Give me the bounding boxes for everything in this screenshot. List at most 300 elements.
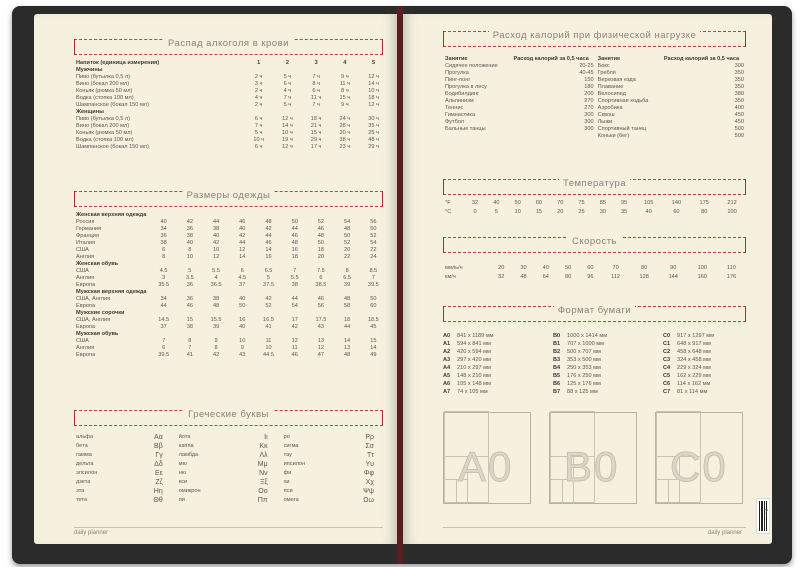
activity-name: Футбол: [445, 119, 465, 125]
paper-format-size: 250 x 353 мм: [567, 365, 601, 371]
value-cell: 12 ч: [368, 102, 379, 108]
paper-format-code: A7: [443, 389, 451, 395]
value-cell: 5: [494, 209, 498, 215]
value-cell: 11: [265, 338, 272, 344]
value-cell: 9: [240, 345, 244, 351]
greek-letter: Λλ: [259, 452, 268, 459]
group-label: Женщины: [76, 109, 104, 115]
page-number: 7: [764, 510, 768, 516]
temperature-title: Температура: [559, 178, 630, 189]
value-cell: 15.5: [210, 317, 222, 323]
value-cell: 56: [317, 303, 325, 309]
value-cell: 40: [493, 200, 500, 206]
paper-format-size: 841 x 1189 мм: [457, 333, 494, 339]
value-cell: 48: [212, 303, 220, 309]
value-cell: 140: [671, 200, 682, 206]
value-cell: 15 ч: [310, 130, 322, 136]
value-cell: 50: [514, 200, 521, 206]
value-cell: 20: [557, 209, 564, 215]
greek-name: эта: [76, 488, 85, 494]
value-cell: 41: [186, 352, 193, 358]
row-label: Пиво (бутылка 0,5 л): [76, 116, 130, 122]
calorie-value: 350: [734, 98, 744, 104]
table-row: [74, 81, 388, 88]
value-cell: 15: [370, 338, 377, 344]
value-cell: 32: [498, 274, 505, 280]
paper-format-item: [553, 364, 653, 372]
paper-diagrams: [443, 412, 746, 504]
value-cell: 7 ч: [254, 123, 263, 129]
value-cell: 12 ч: [368, 74, 379, 80]
value-cell: 8.5: [369, 268, 378, 274]
value-cell: 56: [370, 219, 377, 225]
greek-letter: Οο: [258, 488, 268, 495]
row-label: США: [76, 338, 89, 344]
value-cell: 46: [291, 233, 298, 239]
activity-name: Бокс: [597, 63, 610, 69]
value-cell: 44: [239, 240, 246, 246]
value-cell: 40: [212, 233, 220, 239]
sizes-table: [74, 212, 388, 359]
value-cell: 14.5: [158, 317, 170, 323]
value-cell: 9 ч: [341, 74, 349, 80]
group-row: [74, 310, 388, 317]
paper-format-item: [663, 372, 763, 380]
value-cell: 18.5: [367, 317, 379, 323]
value-cell: 6.5: [343, 275, 352, 281]
paper-format-item: [443, 372, 543, 380]
paper-diagram: [655, 412, 743, 504]
paper-format-item: [443, 364, 543, 372]
calorie-value: [507, 133, 596, 140]
greek-name: йота: [178, 434, 191, 440]
temperature-section-header: [443, 179, 746, 195]
table-row: [74, 451, 388, 460]
paper-diagram: [549, 412, 637, 504]
table-row: [74, 282, 388, 289]
value-cell: 5.5: [290, 275, 299, 281]
paper-format-size: 88 x 125 мм: [567, 389, 598, 395]
calorie-value: 500: [734, 133, 744, 139]
paper-format-item: [553, 356, 653, 364]
value-cell: 36: [186, 282, 193, 288]
value-cell: 8: [162, 254, 166, 260]
value-cell: 34: [160, 296, 167, 302]
group-row: [74, 331, 388, 338]
value-cell: 80: [701, 209, 708, 215]
paper-format-size: 162 x 229 мм: [677, 373, 711, 379]
value-cell: 17: [291, 317, 298, 323]
paper-format-item: [553, 380, 653, 388]
value-cell: 11 ч: [310, 95, 322, 101]
greek-name: ро: [283, 434, 290, 440]
paper-title: Формат бумаги: [554, 305, 635, 316]
value-cell: 46: [186, 303, 193, 309]
value-cell: 41: [265, 324, 272, 330]
paper-format-size: 210 x 297 мм: [457, 365, 491, 371]
row-label: Европа: [76, 303, 96, 309]
row-label: Италия: [76, 240, 96, 246]
header-cell: 5: [372, 60, 376, 66]
header-cell: Занятие: [597, 56, 621, 62]
greek-name: ламбда: [178, 452, 199, 458]
paper-format-item: [553, 332, 653, 340]
value-cell: 15 ч: [339, 95, 351, 101]
value-cell: 14: [239, 254, 246, 260]
value-cell: 7: [188, 345, 192, 351]
row-label: США, Англия: [76, 296, 111, 302]
paper-format-item: [443, 348, 543, 356]
paper-format-code: A4: [443, 365, 451, 371]
value-cell: 20 ч: [339, 130, 351, 136]
value-cell: 25 ч: [368, 130, 379, 136]
value-cell: 15: [186, 317, 193, 323]
row-label: °F: [445, 200, 451, 206]
paper-format-item: [553, 388, 653, 396]
value-cell: 46: [291, 352, 298, 358]
table-row: [443, 199, 746, 208]
paper-format-size: 74 x 105 мм: [457, 389, 488, 395]
value-cell: 176: [726, 274, 737, 280]
value-cell: 45: [370, 324, 377, 330]
value-cell: 38: [212, 296, 220, 302]
table-row: [74, 247, 388, 254]
alcohol-title: Распад алкоголя в крови: [164, 38, 293, 49]
value-cell: 6 ч: [254, 116, 263, 122]
row-label: Вино (бокал 200 мл): [76, 123, 130, 129]
paper-format-size: 420 x 594 мм: [457, 349, 491, 355]
speed-table: [443, 264, 746, 282]
paper-format-code: B7: [553, 389, 561, 395]
group-row: [74, 289, 388, 296]
paper-format-item: [663, 340, 763, 348]
paper-format-item: [553, 348, 653, 356]
value-cell: 7 ч: [283, 95, 292, 101]
calories-section-header: [443, 31, 746, 47]
paper-format-code: C7: [663, 389, 671, 395]
value-cell: 20: [498, 265, 505, 271]
value-cell: 8: [188, 247, 192, 253]
paper-format-code: C0: [663, 333, 671, 339]
value-cell: 37: [239, 282, 246, 288]
value-cell: 32: [471, 200, 479, 206]
value-cell: 50: [344, 233, 351, 239]
calories-title: Расход калорий при физической нагрузке: [489, 30, 701, 41]
table-row: [74, 137, 388, 144]
row-label: Шампанское (бокал 150 мл): [76, 144, 149, 150]
calorie-value: 450: [734, 112, 744, 118]
activity-name: Плавание: [597, 84, 624, 90]
greek-table: [74, 433, 388, 505]
row-label: Шампанское (бокал 150 мл): [76, 102, 149, 108]
value-cell: 2 ч: [254, 102, 263, 108]
value-cell: 4: [214, 275, 218, 281]
table-row: [74, 254, 388, 261]
row-label: Европа: [76, 282, 96, 288]
value-cell: 90: [670, 265, 677, 271]
value-cell: 43: [317, 324, 325, 330]
activity-name: Сквош: [597, 112, 615, 118]
greek-letter: Φφ: [363, 470, 374, 477]
table-row: [74, 233, 388, 240]
value-cell: 40: [186, 240, 193, 246]
table-row: [74, 102, 388, 109]
value-cell: 39: [344, 282, 351, 288]
greek-letter: Κκ: [259, 443, 268, 450]
value-cell: 38: [160, 240, 167, 246]
value-cell: 13: [344, 345, 351, 351]
value-cell: 52: [344, 240, 351, 246]
calorie-value: 300: [584, 126, 594, 132]
value-cell: 10 ч: [368, 88, 379, 94]
value-cell: 48: [317, 233, 325, 239]
value-cell: 105: [643, 200, 654, 206]
value-cell: 44: [160, 303, 167, 309]
value-cell: 30: [599, 209, 606, 215]
value-cell: 30 ч: [368, 116, 379, 122]
paper-column: [443, 332, 543, 396]
table-row: [74, 469, 388, 478]
greek-section-header: [74, 410, 383, 426]
activity-name: Лыжи: [597, 119, 613, 125]
greek-letter: Ξξ: [259, 479, 268, 486]
greek-letter: Ββ: [154, 443, 163, 450]
greek-name: дзета: [76, 479, 91, 485]
value-cell: 40: [239, 324, 246, 330]
row-label: Англия: [76, 254, 95, 260]
table-row: [443, 70, 746, 77]
row-label: Водка (стопка 100 мл): [76, 137, 134, 143]
activity-name: Прогулка: [445, 70, 469, 76]
group-label: Женская верхняя одежда: [76, 212, 147, 218]
greek-name: бета: [76, 443, 88, 449]
value-cell: 70: [612, 265, 619, 271]
activity-name: Теннис: [445, 105, 464, 111]
table-row: [74, 496, 388, 505]
row-label: км/ч: [445, 274, 456, 280]
value-cell: 0: [473, 209, 477, 215]
greek-name: тау: [283, 452, 292, 458]
value-cell: 18: [317, 247, 325, 253]
group-label: Мужская обувь: [76, 331, 119, 337]
paper-format-size: 707 x 1000 мм: [567, 341, 604, 347]
value-cell: 2 ч: [254, 88, 263, 94]
value-cell: 42: [265, 296, 272, 302]
value-cell: 14: [344, 338, 351, 344]
paper-subdivision: [444, 479, 457, 504]
calorie-value: 20-25: [579, 63, 594, 69]
value-cell: 42: [265, 226, 272, 232]
paper-format-code: A1: [443, 341, 451, 347]
table-row: [443, 208, 746, 217]
activity-name: Пинг-понг: [445, 77, 471, 83]
value-cell: 21 ч: [310, 123, 322, 129]
value-cell: 14: [265, 247, 272, 253]
value-cell: 128: [639, 274, 649, 280]
header-cell: 4: [343, 60, 347, 66]
value-cell: 48: [265, 219, 272, 225]
paper-format-item: [443, 356, 543, 364]
calorie-value: 350: [734, 70, 744, 76]
paper-format-code: C1: [663, 341, 671, 347]
paper-subdivision: [656, 479, 669, 504]
greek-letter: Ηη: [153, 488, 163, 495]
value-cell: 112: [611, 274, 621, 280]
calorie-value: 300: [584, 119, 594, 125]
value-cell: 7: [371, 275, 375, 281]
value-cell: 54: [291, 303, 298, 309]
value-cell: 50: [370, 296, 377, 302]
value-cell: 44: [265, 233, 272, 239]
calorie-value: 40-45: [579, 70, 594, 76]
value-cell: 39.5: [367, 282, 379, 288]
paper-format-size: 297 x 420 мм: [457, 357, 491, 363]
value-cell: 18: [344, 317, 351, 323]
sizes-title: Размеры одежды: [183, 190, 275, 201]
paper-column: [663, 332, 763, 396]
paper-format-item: [553, 340, 653, 348]
paper-format-size: 353 x 500 мм: [567, 357, 601, 363]
group-label: Мужские сорочки: [76, 310, 125, 316]
value-cell: 50: [239, 303, 246, 309]
activity-name: Верховая езда: [597, 77, 636, 83]
group-label: Женская обувь: [76, 261, 119, 267]
speed-section-header: [443, 237, 746, 253]
value-cell: 39.5: [158, 352, 170, 358]
value-cell: 11: [291, 345, 298, 351]
value-cell: 10 ч: [253, 137, 265, 143]
activity-name: Гребля: [597, 70, 616, 76]
paper-format-item: [663, 332, 763, 340]
greek-letter: Εε: [154, 470, 163, 477]
value-cell: 14: [370, 345, 377, 351]
table-row: [74, 317, 388, 324]
activity-name: Бодибилдинг: [445, 91, 480, 97]
value-cell: 38: [291, 282, 298, 288]
greek-letter: Δδ: [154, 461, 163, 468]
row-label: Вино (бокал 200 мл): [76, 81, 130, 87]
paper-format-item: [663, 364, 763, 372]
header-cell: Напиток (единица измерения): [76, 60, 160, 66]
greek-letter: Χχ: [365, 479, 374, 486]
value-cell: 29 ч: [368, 144, 379, 150]
activity-name: Гимнастика: [445, 112, 476, 118]
value-cell: 12: [212, 254, 220, 260]
header-cell: 2: [285, 60, 289, 66]
calorie-value: 300: [584, 112, 594, 118]
right-page: [403, 14, 772, 544]
value-cell: 8 ч: [341, 88, 349, 94]
greek-letter: Ππ: [257, 497, 268, 504]
paper-format-size: 125 x 176 мм: [567, 381, 601, 387]
value-cell: 5: [188, 268, 192, 274]
table-row: [74, 352, 388, 359]
paper-format-code: A3: [443, 357, 451, 363]
table-row: [74, 88, 388, 95]
value-cell: 44.5: [263, 352, 274, 358]
footer-rule: [74, 527, 383, 528]
value-cell: 40: [542, 265, 549, 271]
table-row: [74, 275, 388, 282]
value-cell: 46: [265, 240, 272, 246]
value-cell: 23 ч: [339, 144, 351, 150]
value-cell: 35: [621, 209, 628, 215]
value-cell: 4 ч: [283, 88, 292, 94]
table-row: [74, 338, 388, 345]
greek-letter: Ττ: [366, 452, 374, 459]
group-row: [74, 67, 388, 74]
value-cell: 38.5: [315, 282, 327, 288]
value-cell: 60: [535, 200, 543, 206]
greek-letter: Γγ: [155, 452, 163, 459]
value-cell: 42: [212, 352, 220, 358]
value-cell: 4 ч: [254, 95, 263, 101]
paper-format-code: C4: [663, 365, 671, 371]
header-cell: Занятие: [445, 56, 468, 62]
value-cell: 29 ч: [310, 137, 322, 143]
value-cell: 48: [344, 352, 351, 358]
table-row: [74, 95, 388, 102]
calorie-value: 350: [734, 84, 744, 90]
table-header-row: [443, 56, 746, 63]
greek-letter: Ζζ: [155, 479, 163, 486]
value-cell: 22: [370, 247, 377, 253]
value-cell: 70: [557, 200, 564, 206]
value-cell: 96: [587, 274, 594, 280]
paper-diagram-label: A0: [458, 443, 514, 490]
group-label: Мужчины: [76, 67, 103, 73]
paper-format-size: 648 x 917 мм: [677, 341, 711, 347]
value-cell: 16: [291, 247, 298, 253]
value-cell: 7.5: [317, 268, 325, 274]
value-cell: 48: [520, 274, 527, 280]
value-cell: 28 ч: [339, 123, 351, 129]
greek-letter: Θθ: [153, 497, 163, 504]
paper-format-code: A5: [443, 373, 451, 379]
paper-diagram: [443, 412, 531, 504]
value-cell: 16: [239, 317, 246, 323]
value-cell: 20: [344, 247, 351, 253]
paper-format-item: [663, 348, 763, 356]
value-cell: 42: [239, 233, 246, 239]
value-cell: 37.5: [263, 282, 274, 288]
table-row: [74, 460, 388, 469]
value-cell: 54: [344, 219, 351, 225]
value-cell: 36: [186, 226, 193, 232]
value-cell: 42: [291, 324, 298, 330]
paper-format-size: 324 x 458 мм: [677, 357, 711, 363]
value-cell: 8: [214, 345, 218, 351]
paper-format-code: C5: [663, 373, 671, 379]
value-cell: 100: [727, 209, 737, 215]
table-row: [74, 130, 388, 137]
value-cell: 48: [344, 296, 351, 302]
value-cell: 43: [239, 352, 246, 358]
row-label: Европа: [76, 352, 96, 358]
value-cell: 50: [370, 226, 377, 232]
calorie-value: 380: [734, 91, 744, 97]
value-cell: 30: [520, 265, 527, 271]
paper-format-code: B2: [553, 349, 561, 355]
table-row: [443, 133, 746, 140]
value-cell: 42: [186, 219, 193, 225]
activity-name: Альпинизм: [445, 98, 474, 104]
table-row: [443, 273, 746, 282]
table-row: [74, 268, 388, 275]
value-cell: 25: [578, 209, 585, 215]
value-cell: 6 ч: [254, 144, 263, 150]
value-cell: 7 ч: [312, 102, 320, 108]
